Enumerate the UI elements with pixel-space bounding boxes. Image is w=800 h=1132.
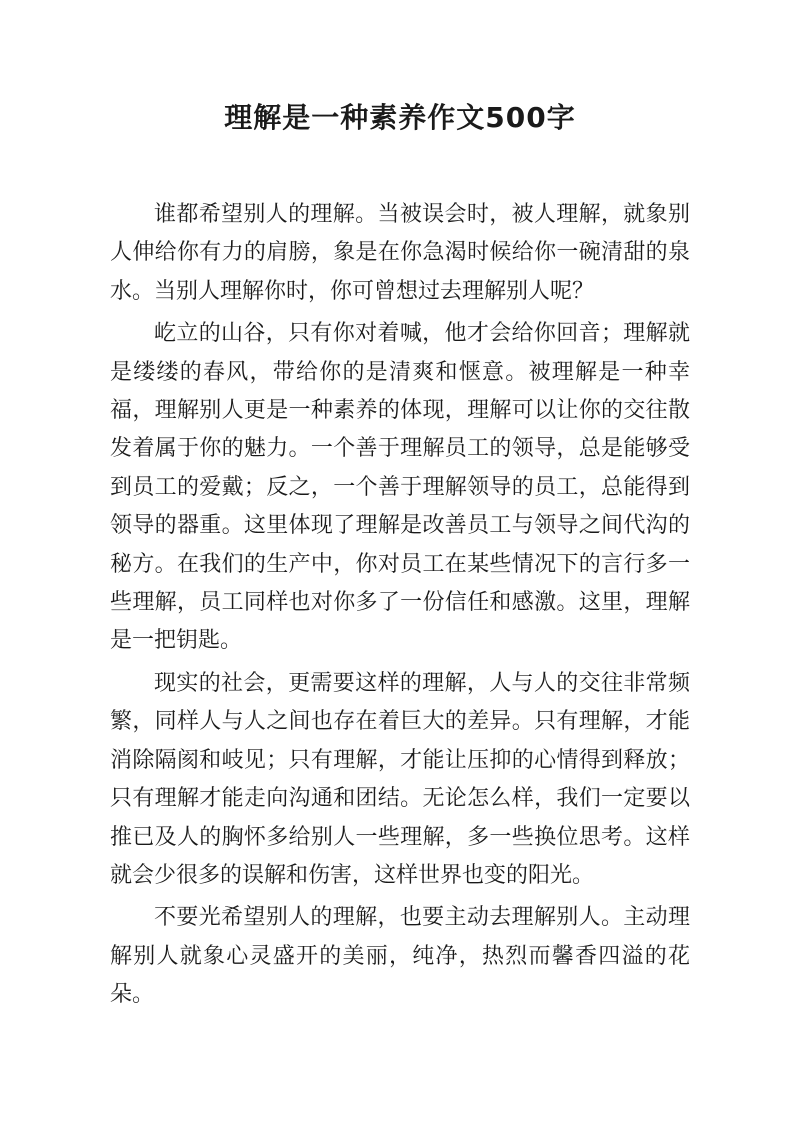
- paragraph-2: 屹立的山谷，只有你对着喊，他才会给你回音；理解就是缕缕的春风，带给你的是清爽和惬意。被理解是一种幸福，理解别人更是一种素养的体现，理解可以让你的交往散发着属于你的魅力。一个善于理解员工的领导，总是能够受到员工的爱戴；反之，一个善于理解领导的员工，总能得到领导的器重。这里体现了理解是改善员工与领导之间代沟的秘方。在我们的生产中，你对员工在某些情况下的言行多一些理解，员工同样也对你多了一份信任和感激。这里，理解是一把钥匙。: [110, 321, 690, 654]
- paragraph-3: 现实的社会，更需要这样的理解，人与人的交往非常频繁，同样人与人之间也存在着巨大的差异。只有理解，才能消除隔阂和岐见；只有理解，才能让压抑的心情得到释放；只有理解才能走向沟通和团结。无论怎么样，我们一定要以推已及人的胸怀多给别人一些理解，多一些换位思考。这样就会少很多的误解和伤害，这样世界也变的阳光。: [110, 670, 690, 888]
- paragraph-4: 不要光希望别人的理解，也要主动去理解别人。主动理解别人就象心灵盛开的美丽，纯净，热烈而馨香四溢的花朵。: [110, 905, 690, 1008]
- paragraph-1: 谁都希望别人的理解。当被误会时，被人理解，就象别人伸给你有力的肩膀，象是在你急渴时候给你一碗清甜的泉水。当别人理解你时，你可曾想过去理解别人呢？: [110, 202, 690, 304]
- document-title: 理解是一种素养作文500字: [224, 101, 576, 134]
- document-body: [110, 196, 690, 1019]
